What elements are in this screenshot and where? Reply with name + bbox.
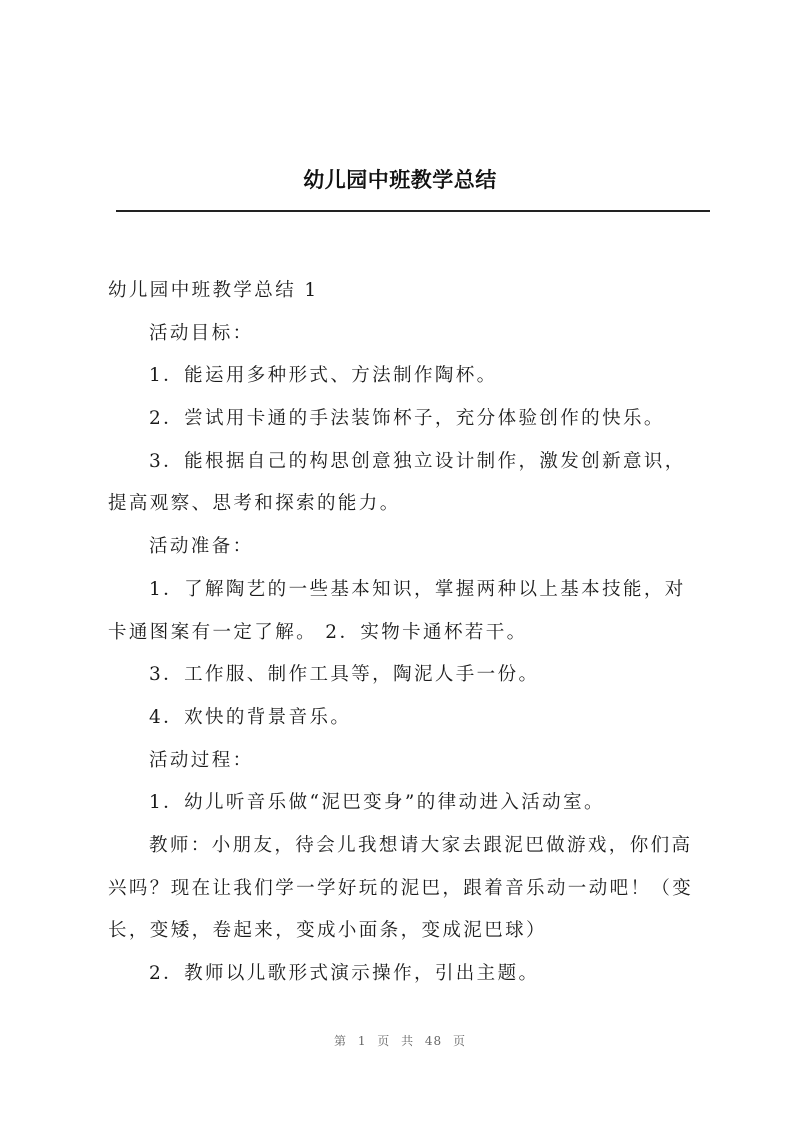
paragraph-line: 活动准备： — [149, 536, 254, 558]
section-heading: 幼儿园中班教学总结 1 — [108, 280, 319, 301]
paragraph-line: 活动过程： — [149, 749, 254, 771]
paragraph-line: 3．能根据自己的构思创意独立设计制作，激发创新意识， — [149, 450, 686, 472]
paragraph-line: 长，变矮，卷起来，变成小面条，变成泥巴球） — [108, 920, 547, 942]
page-number-footer: 第 1 页 共 48 页 — [334, 1034, 466, 1048]
paragraph-line: 2．尝试用卡通的手法装饰杯子，充分体验创作的快乐。 — [149, 408, 665, 430]
document-body — [108, 270, 708, 996]
paragraph-line: 提高观察、思考和探索的能力。 — [108, 493, 401, 515]
paragraph-line: 2．教师以儿歌形式演示操作，引出主题。 — [149, 963, 540, 984]
paragraph-line: 1．能运用多种形式、方法制作陶杯。 — [149, 365, 498, 387]
paragraph-line: 兴吗？现在让我们学一学好玩的泥巴，跟着音乐动一动吧！（变 — [108, 877, 694, 899]
paragraph-line: 3．工作服、制作工具等，陶泥人手一份。 — [149, 664, 540, 686]
document-title: 幼儿园中班教学总结 — [303, 168, 497, 192]
paragraph-line: 1．幼儿听音乐做“泥巴变身”的律动进入活动室。 — [149, 792, 605, 814]
title-divider — [116, 210, 710, 212]
paragraph-line: 教师：小朋友，待会儿我想请大家去跟泥巴做游戏，你们高 — [149, 834, 693, 856]
paragraph-line: 1．了解陶艺的一些基本知识，掌握两种以上基本技能，对 — [149, 578, 686, 600]
paragraph-line: 卡通图案有一定了解。 2．实物卡通杯若干。 — [108, 621, 528, 643]
paragraph-line: 活动目标： — [149, 322, 254, 344]
paragraph-line: 4．欢快的背景音乐。 — [149, 706, 352, 728]
